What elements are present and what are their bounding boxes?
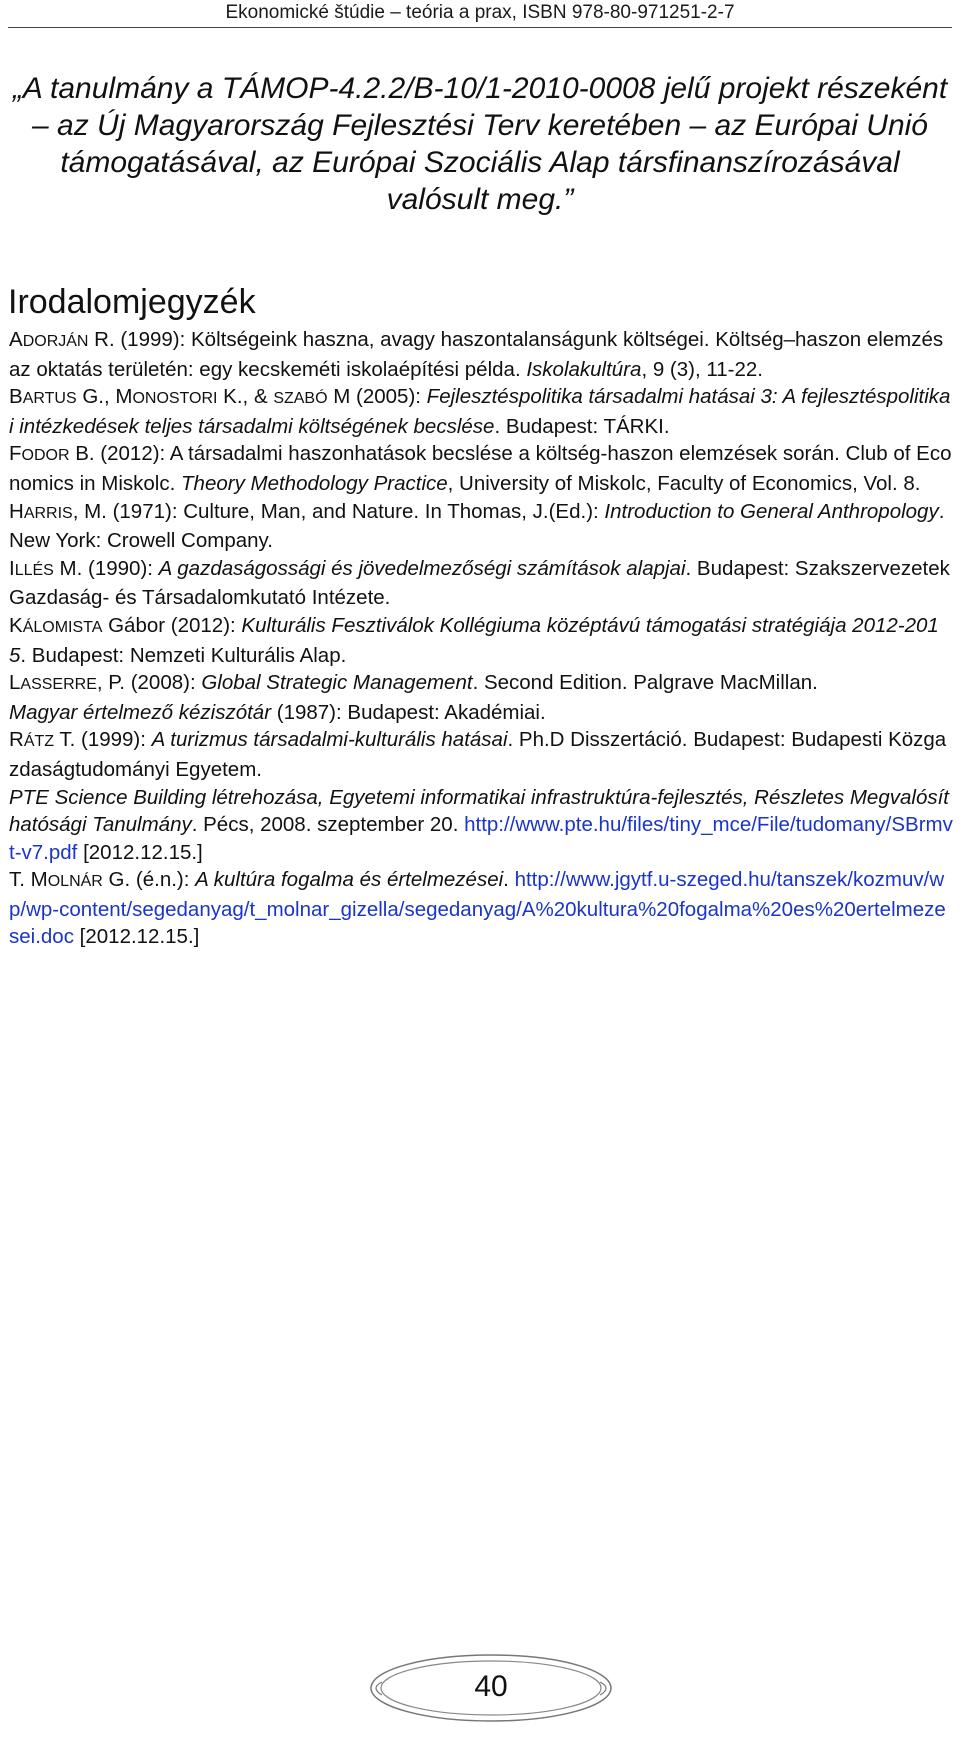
page-number: 40 (474, 1670, 508, 1703)
jgytf-link[interactable]: http://www.jgytf.u-szeged.hu/tanszek/kozmuv/wp/wp-content/segedanyag/t_molnar_gizella/segedanyag/A%20kultura%20fogalma%20es%20ertelmezesei.doc (9, 868, 946, 949)
reference-fodor: FODOR B. (2012): A társadalmi haszonhatások becslése a költség-haszon elemzések során. Club of Economics in Miskolc. Theory Methodology Practice, University of Miskolc, Faculty of Economics, Vol. 8. (9, 442, 952, 495)
section-title: Irodalomjegyzék (8, 283, 256, 321)
funding-acknowledgement: „A tanulmány a TÁMOP-4.2.2/B-10/1-2010-0008 jelű projekt részeként – az Új Magyarország Fejlesztési Terv keretében – az Európai Unió támogatásával, az Európai Szociális Alap társfinanszírozásával valósult meg.” (12, 72, 948, 216)
reference-magyar-ertelmezo: Magyar értelmező kéziszótár (1987): Budapest: Akadémiai. (9, 700, 546, 724)
reference-pte: PTE Science Building létrehozása, Egyetemi informatikai infrastruktúra-fejlesztés, Részletes Megvalósíthatósági Tanulmány. Pécs, 2008. szeptember 20. http://www.pte.hu/files/tiny_mce/File/tudomany/SBrmvt-v7.pdf [2012.12.15.] (9, 785, 953, 864)
reference-illes: ILLÉS M. (1990): A gazdaságossági és jövedelmezőségi számítások alapjai. Budapest: Szakszervezetek Gazdaság- és Társadalomkutató Intézete. (9, 556, 950, 610)
reference-kalomista: KÁLOMISTA Gábor (2012): Kulturális Fesztiválok Kollégiuma középtávú támogatási stratégiája 2012-2015. Budapest: Nemzeti Kulturális Alap. (9, 613, 939, 667)
header-divider (8, 27, 952, 28)
reference-bartus: BARTUS G., MONOSTORI K., & SZABÓ M (2005): Fejlesztéspolitika társadalmi hatásai 3: A fejlesztéspolitikai intézkedések teljes társadalmi költségének becslése. Budapest: TÁRKI. (9, 385, 951, 438)
reference-lasserre: LASSERRE, P. (2008): Global Strategic Management. Second Edition. Palgrave MacMillan. (9, 671, 818, 695)
reference-list (9, 326, 953, 951)
page-footer (0, 1648, 960, 1728)
reference-harris: HARRIS, M. (1971): Culture, Man, and Nature. In Thomas, J.(Ed.): Introduction to General Anthropology. New York: Crowell Company. (9, 499, 945, 553)
pte-link[interactable]: http://www.pte.hu/files/tiny_mce/File/tudomany/SBrmvt-v7.pdf (9, 813, 953, 864)
reference-molnar: T. MOLNÁR G. (é.n.): A kultúra fogalma és értelmezései. http://www.jgytf.u-szeged.hu/tanszek/kozmuv/wp/wp-content/segedanyag/t_molnar_gizella/segedanyag/A%20kultura%20fogalma%20es%20ertelmezesei.doc [2012.12.15.] (9, 868, 946, 949)
running-header: Ekonomické štúdie – teória a prax, ISBN 978-80-971251-2-7 (225, 2, 735, 23)
reference-ratz: RÁTZ T. (1999): A turizmus társadalmi-kulturális hatásai. Ph.D Disszertáció. Budapest: Budapesti Közgazdaságtudományi Egyetem. (9, 728, 947, 781)
reference-adorjan: ADORJÁN R. (1999): Költségeink haszna, avagy haszontalanságunk költségei. Költség–haszon elemzés az oktatás területén: egy kecskeméti iskolaépítési példa. Iskolakultúra, 9 (3), 11-22. (9, 328, 944, 381)
